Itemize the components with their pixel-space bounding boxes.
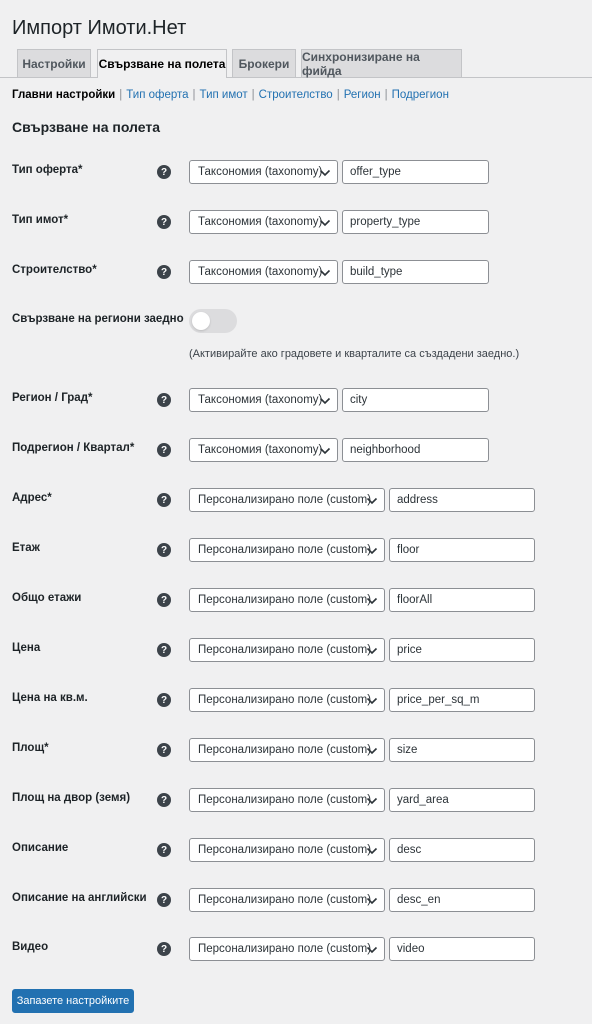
subnav-separator: | [192,89,196,101]
save-settings-button[interactable]: Запазете настройките [12,989,134,1013]
field-row [0,888,592,912]
subnav-link-property-type[interactable]: Тип имот [199,89,248,101]
field-key-input[interactable]: address [389,488,535,512]
subnav-separator: | [384,89,388,101]
help-icon[interactable]: ? [157,393,171,407]
source-select-value: Таксономия (taxonomy) [198,166,323,178]
source-select[interactable] [189,738,385,762]
regions-together-label: Свързване на региони заедно [12,313,184,325]
help-icon[interactable]: ? [157,543,171,557]
help-icon[interactable]: ? [157,643,171,657]
field-key-input[interactable]: floor [389,538,535,562]
field-label: Описание [12,842,69,854]
source-select[interactable] [189,788,385,812]
field-row [0,538,592,562]
field-label: Площ* [12,742,49,754]
source-select[interactable] [189,488,385,512]
field-row [0,588,592,612]
chevron-down-icon [366,546,378,554]
field-label: Цена [12,642,41,654]
subnav-separator: | [251,89,255,101]
field-row [0,838,592,862]
source-select[interactable] [189,260,338,284]
chevron-down-icon [319,268,331,276]
regions-together-hint: (Активирайте ако градовете и кварталите са създадени заедно.) [189,348,520,360]
field-row [0,388,592,412]
source-select[interactable] [189,838,385,862]
regions-together-toggle[interactable] [189,309,237,333]
regions-together-row [0,309,592,333]
field-label: Адрес* [12,492,52,504]
source-select-value: Таксономия (taxonomy) [198,266,323,278]
field-label: Регион / Град* [12,392,93,404]
help-icon[interactable]: ? [157,843,171,857]
help-icon[interactable]: ? [157,743,171,757]
help-icon[interactable]: ? [157,893,171,907]
field-key-input[interactable]: city [342,388,489,412]
source-select[interactable] [189,688,385,712]
help-icon[interactable]: ? [157,215,171,229]
source-select[interactable] [189,588,385,612]
field-label: Тип оферта* [12,164,83,176]
help-icon[interactable]: ? [157,942,171,956]
field-key-input[interactable]: yard_area [389,788,535,812]
chevron-down-icon [319,168,331,176]
field-row [0,788,592,812]
source-select-value: Персонализирано поле (custom) [198,794,372,806]
help-icon[interactable]: ? [157,593,171,607]
source-select-value: Персонализирано поле (custom) [198,844,372,856]
subnav-separator: | [336,89,340,101]
source-select-value: Персонализирано поле (custom) [198,494,372,506]
source-select-value: Персонализирано поле (custom) [198,694,372,706]
toggle-knob [192,312,210,330]
tab-brokers[interactable]: Брокери [232,49,296,77]
chevron-down-icon [319,218,331,226]
subnav-separator: | [119,89,123,101]
field-label: Описание на английски [12,892,147,904]
field-row [0,210,592,234]
source-select-value: Персонализирано поле (custom) [198,594,372,606]
field-key-input[interactable]: price [389,638,535,662]
source-select-value: Персонализирано поле (custom) [198,644,372,656]
source-select-value: Персонализирано поле (custom) [198,744,372,756]
help-icon[interactable]: ? [157,693,171,707]
field-key-input[interactable]: desc_en [389,888,535,912]
source-select-value: Персонализирано поле (custom) [198,943,372,955]
field-label: Строителство* [12,264,97,276]
help-icon[interactable]: ? [157,165,171,179]
chevron-down-icon [366,846,378,854]
source-select-value: Таксономия (taxonomy) [198,216,323,228]
field-label: Цена на кв.м. [12,692,88,704]
field-key-input[interactable]: price_per_sq_m [389,688,535,712]
help-icon[interactable]: ? [157,793,171,807]
field-row [0,738,592,762]
source-select[interactable] [189,160,338,184]
source-select[interactable] [189,937,385,961]
field-row [0,638,592,662]
help-icon[interactable]: ? [157,265,171,279]
field-label: Общо етажи [12,592,82,604]
page-title: Импорт Имоти.Нет [12,17,187,39]
subnav-link-offer-type[interactable]: Тип оферта [126,89,189,101]
source-select[interactable] [189,638,385,662]
field-key-input[interactable]: neighborhood [342,438,489,462]
source-select[interactable] [189,538,385,562]
chevron-down-icon [366,796,378,804]
source-select-value: Персонализирано поле (custom) [198,544,372,556]
field-key-input[interactable]: size [389,738,535,762]
field-label: Тип имот* [12,214,69,226]
field-key-input[interactable]: floorAll [389,588,535,612]
field-key-input[interactable]: offer_type [342,160,489,184]
chevron-down-icon [319,446,331,454]
section-title: Свързване на полета [12,119,160,135]
help-icon[interactable]: ? [157,493,171,507]
field-key-input[interactable]: video [389,937,535,961]
field-label: Видео [12,941,49,953]
subnav-link-subregion[interactable]: Подрегион [391,89,449,101]
subnav-link-construction[interactable]: Строителство [258,89,333,101]
field-row [0,688,592,712]
chevron-down-icon [319,396,331,404]
tab-settings[interactable]: Настройки [17,49,91,77]
field-row [0,937,592,961]
source-select[interactable] [189,888,385,912]
tab-field-mapping[interactable]: Свързване на полета [97,49,227,78]
field-label: Подрегион / Квартал* [12,442,135,454]
source-select[interactable] [189,438,338,462]
chevron-down-icon [366,896,378,904]
source-select[interactable] [189,210,338,234]
source-select-value: Персонализирано поле (custom) [198,894,372,906]
field-label: Етаж [12,542,40,554]
chevron-down-icon [366,596,378,604]
help-icon[interactable]: ? [157,443,171,457]
field-label: Площ на двор (земя) [12,792,131,804]
field-key-input[interactable]: desc [389,838,535,862]
field-row [0,160,592,184]
field-key-input[interactable]: build_type [342,260,489,284]
chevron-down-icon [366,945,378,953]
field-row [0,260,592,284]
source-select-value: Таксономия (taxonomy) [198,444,323,456]
subnav-link-region[interactable]: Регион [343,89,381,101]
chevron-down-icon [366,496,378,504]
subnav-current: Главни настройки [12,89,116,101]
field-row [0,488,592,512]
source-select[interactable] [189,388,338,412]
subnav [12,89,449,101]
chevron-down-icon [366,746,378,754]
field-key-input[interactable]: property_type [342,210,489,234]
source-select-value: Таксономия (taxonomy) [198,394,323,406]
chevron-down-icon [366,696,378,704]
settings-tabs [0,49,592,78]
field-row [0,438,592,462]
chevron-down-icon [366,646,378,654]
tab-feed-sync[interactable]: Синхронизиране на фийда [301,49,462,77]
